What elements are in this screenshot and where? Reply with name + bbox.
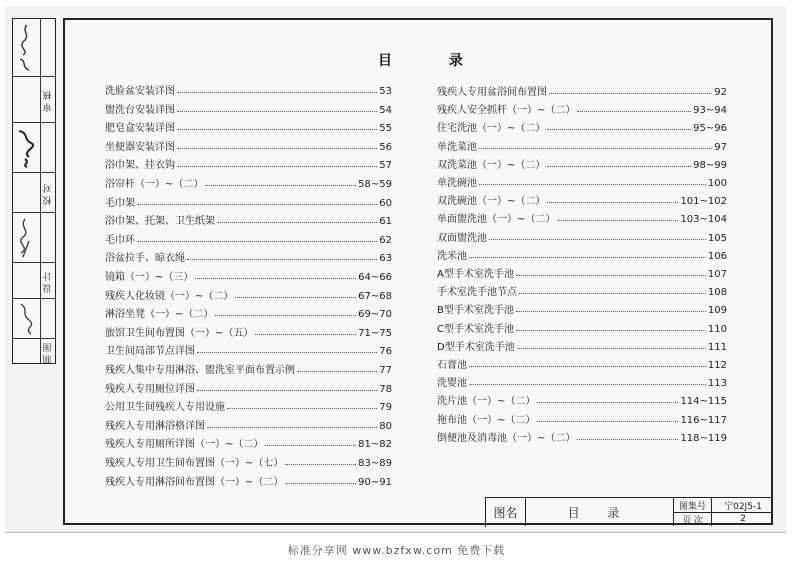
toc-entry-page: 56 [379, 141, 392, 153]
toc-entry-title: 公用卫生间残疾人专用设施 [105, 402, 225, 414]
handwritten-signature [15, 127, 37, 169]
title-block [485, 497, 773, 527]
dot-leader [217, 222, 377, 223]
toc-entry [437, 173, 727, 189]
toc-entry-page: 112 [707, 360, 727, 371]
dot-leader [255, 334, 356, 335]
toc-entry-page: 116~117 [680, 414, 727, 426]
toc-entry [105, 323, 392, 339]
dot-leader [215, 315, 356, 316]
toc-entry-title: 残疾人安全抓杆（一）~（二） [437, 105, 576, 117]
toc-entry-page: 113 [707, 378, 727, 390]
toc-entry-title: 卫生间局部节点详图 [105, 346, 195, 358]
toc-entry [437, 282, 727, 298]
dot-leader [537, 421, 678, 422]
toc-entry-title: 洗婴池 [437, 378, 467, 390]
dot-leader [516, 311, 706, 312]
dot-leader [177, 166, 377, 167]
toc-entry-title: 毛巾架 [105, 197, 135, 209]
drawing-name-label: 图名 [486, 498, 526, 526]
toc-entry-page: 105 [707, 232, 727, 244]
toc-entry-page: 97 [714, 141, 727, 153]
dot-leader [227, 408, 377, 409]
review-label: 审核 [43, 88, 54, 112]
toc-entry-page: 53 [379, 86, 392, 97]
toc-entry [437, 428, 727, 444]
toc-entry-title: A型手术室洗手池 [437, 269, 514, 280]
toc-entry-page: 111 [707, 341, 727, 353]
toc-entry [437, 373, 727, 389]
toc-entry-page: 63 [379, 253, 392, 265]
toc-entry [105, 155, 392, 171]
handwritten-signature [15, 23, 37, 73]
dot-leader [177, 129, 377, 130]
dot-leader [489, 239, 706, 240]
toc-entry-title: 浴巾架、托架、卫生纸架 [105, 216, 215, 228]
toc-entry-page: 92 [714, 87, 727, 98]
sign-cell-check [13, 173, 55, 213]
toc-entry [105, 453, 392, 469]
toc-entry-page: 90~91 [358, 476, 392, 488]
dot-leader [577, 439, 678, 440]
toc-entry [105, 81, 392, 97]
check-label: 校对 [43, 181, 54, 205]
toc-entry-page: 67~68 [358, 290, 392, 302]
page-label: 页 次 [674, 512, 712, 526]
toc-entry-title: 镜箱（一）~（三） [105, 272, 194, 283]
toc-entry-title: 洗米池 [437, 250, 467, 262]
toc-entry [437, 118, 727, 134]
toc-entry-page: 93~94 [693, 105, 727, 117]
dot-leader [479, 184, 706, 185]
toc-entry-title: 坐便器安装详图 [105, 141, 175, 153]
toc-entry-title: 浴巾架、挂衣钩 [105, 160, 175, 172]
dot-leader [516, 330, 706, 331]
toc-entry [105, 118, 392, 134]
toc-entry [105, 434, 392, 450]
toc-entry [105, 379, 392, 395]
sign-cell-check-sig [13, 213, 55, 263]
toc-entry-page: 62 [379, 234, 392, 246]
toc-entry [437, 100, 727, 116]
dot-leader [177, 92, 377, 93]
dot-leader [547, 129, 691, 130]
dot-leader [265, 445, 356, 446]
drawing-name-value: 目 录 [526, 498, 674, 526]
toc-entry-page: 83~89 [358, 458, 392, 469]
toc-entry [105, 137, 392, 153]
toc-entry [437, 319, 727, 335]
toc-entry-title: D型手术室洗手池 [437, 341, 515, 353]
toc-entry [437, 410, 727, 426]
toc-entry [437, 391, 727, 407]
toc-entry [105, 100, 392, 116]
toc-entry [105, 304, 392, 320]
toc-entry-page: 60 [379, 197, 392, 209]
dot-leader [297, 371, 377, 372]
toc-entry [105, 267, 392, 283]
toc-entry-title: 双洗碗池（一）~（二） [437, 196, 546, 208]
draw-label: 制图 [43, 340, 54, 364]
dot-leader [187, 259, 377, 260]
watermark-footer: 标准分享网 www.bzfxw.com 免费下载 [287, 544, 506, 557]
toc-entry-title: 残疾人专用淋浴间布置图（一）~（二） [105, 476, 284, 488]
sign-cell-review-sig [13, 123, 55, 173]
toc-entry-page: 58~59 [358, 179, 392, 190]
toc-entry-page: 107 [707, 269, 727, 280]
toc-entry-page: 109 [707, 305, 727, 317]
dot-leader [285, 483, 356, 484]
dot-leader [205, 185, 356, 186]
toc-entry-title: 双面盥洗池 [437, 232, 487, 244]
toc-entry [105, 211, 392, 227]
dot-leader [235, 297, 356, 298]
toc-entry-title: 残疾人集中专用淋浴、盥洗室平面布置示例 [105, 365, 295, 376]
dot-leader [469, 384, 706, 385]
toc-entry-title: 手术室洗手池节点 [437, 287, 517, 299]
design-label: 设计 [43, 269, 54, 293]
page-title: 目 录 [378, 53, 489, 69]
toc-entry-page: 55 [379, 123, 392, 135]
toc-entry-title: 残疾人专用盆浴间布置图 [437, 87, 547, 98]
toc-entry-title: 浴帘杆（一）~（二） [105, 179, 204, 190]
dot-leader [197, 352, 377, 353]
toc-entry-page: 78 [379, 383, 392, 395]
toc-entry [105, 248, 392, 264]
toc-entry [437, 337, 727, 353]
sign-cell-design-sig [13, 299, 55, 339]
toc-entry-page: 106 [707, 250, 727, 262]
dot-leader [549, 93, 712, 94]
sign-cell-review [13, 77, 55, 123]
dot-leader [519, 293, 706, 294]
toc-entry [105, 360, 392, 376]
dot-leader [469, 366, 706, 367]
toc-entry [437, 300, 727, 316]
toc-entry [105, 416, 392, 432]
dot-leader [516, 275, 706, 276]
toc-entry [437, 264, 727, 280]
toc-entry-title: 肥皂盒安装详图 [105, 123, 175, 135]
sign-cell-draw [13, 339, 55, 365]
toc-entry [437, 246, 727, 262]
toc-entry-page: 71~75 [358, 327, 392, 339]
toc-entry-page: 80 [379, 420, 392, 432]
dot-leader [177, 111, 377, 112]
toc-entry-page: 64~66 [358, 272, 392, 283]
toc-entry-page: 100 [707, 178, 727, 189]
toc-entry-title: 石膏池 [437, 360, 467, 371]
toc-entry-page: 76 [379, 346, 392, 358]
dot-leader [479, 148, 712, 149]
toc-entry [437, 191, 727, 207]
toc-entry-title: C型手术室洗手池 [437, 323, 514, 335]
toc-entry-title: 残疾人专用淋浴格详图 [105, 420, 205, 432]
dot-leader [547, 166, 691, 167]
toc-entry-page: 95~96 [693, 123, 727, 135]
dot-leader [137, 204, 377, 205]
toc-entry-title: 倒便池及消毒池（一）~（二） [437, 432, 576, 444]
toc-entry-title: 毛巾环 [105, 234, 135, 246]
toc-entry-page: 98~99 [693, 159, 727, 171]
toc-entry-title: 单洗碗池 [437, 178, 477, 189]
toc-entry [105, 286, 392, 302]
toc-entry [437, 228, 727, 244]
toc-entry [105, 174, 392, 190]
dot-leader [537, 402, 678, 403]
atlas-number-value: 宁02J5-1 [724, 501, 762, 512]
handwritten-signature [15, 217, 37, 259]
toc-entry-title: 残疾人专用卫生间布置图（一）~（七） [105, 458, 284, 469]
dot-leader [469, 257, 706, 258]
dot-leader [577, 111, 691, 112]
toc-entry-title: 住宅洗池（一）~（二） [437, 123, 546, 135]
toc-entry-page: 54 [379, 104, 392, 116]
dot-leader [557, 220, 678, 221]
toc-entry-title: 旅馆卫生间布置图（一）~（五） [105, 327, 254, 339]
dot-leader [547, 202, 678, 203]
sign-cell-design [13, 263, 55, 299]
toc-entry-title: 残疾人专用厕所详图（一）~（二） [105, 439, 264, 451]
toc-entry-title: 浴盆拉手、晾衣绳 [105, 253, 185, 265]
toc-entry-title: 单面盥洗池（一）~（二） [437, 214, 556, 226]
dot-leader [197, 390, 377, 391]
toc-entry [105, 472, 392, 488]
toc-entry-title: 双洗菜池（一）~（二） [437, 159, 546, 171]
toc-entry-title: B型手术室洗手池 [437, 305, 514, 317]
toc-entry-page: 61 [379, 216, 392, 228]
toc-entry-title: 淋浴坐凳（一）~（二） [105, 309, 214, 321]
toc-entry-page: 77 [379, 365, 392, 376]
dot-leader [177, 148, 377, 149]
toc-entry [105, 341, 392, 357]
dot-leader [137, 241, 377, 242]
toc-entry-page: 81~82 [358, 439, 392, 451]
toc-entry-title: 拖布池（一）~（二） [437, 414, 536, 426]
handwritten-signature [15, 302, 37, 336]
dot-leader [195, 278, 356, 279]
dot-leader [207, 427, 377, 428]
toc-entry-page: 110 [707, 323, 727, 335]
toc-entry [105, 397, 392, 413]
toc-entry-page: 103~104 [680, 214, 727, 226]
toc-entry [437, 155, 727, 171]
toc-entry-page: 118~119 [680, 432, 727, 444]
dot-leader [285, 464, 356, 465]
toc-entry-title: 残疾人化妆镜（一）~（二） [105, 290, 234, 302]
toc-entry-title: 单洗菜池 [437, 141, 477, 153]
atlas-number-label: 图集号 [674, 498, 712, 512]
toc-entry [105, 193, 392, 209]
toc-entry-title: 洗脸盆安装详图 [105, 86, 175, 97]
toc-entry-title: 盥洗台安装详图 [105, 104, 175, 116]
toc-entry [437, 355, 727, 371]
toc-entry-page: 69~70 [358, 309, 392, 321]
toc-entry-page: 108 [707, 287, 727, 299]
toc-entry [437, 137, 727, 153]
signature-column [12, 18, 56, 364]
toc-entry-page: 114~115 [680, 396, 727, 408]
page-number: 2 [740, 514, 746, 524]
toc-entry-page: 57 [379, 160, 392, 172]
toc-entry-title: 洗片池（一）~（二） [437, 396, 536, 408]
toc-entry-page: 79 [379, 402, 392, 414]
sign-cell-top [13, 19, 55, 77]
toc-entry [105, 230, 392, 246]
toc-entry-page: 101~102 [680, 196, 727, 208]
toc-entry-title: 残疾人专用厕位详图 [105, 383, 195, 395]
dot-leader [517, 348, 706, 349]
toc-entry [437, 82, 727, 98]
toc-entry [437, 209, 727, 225]
